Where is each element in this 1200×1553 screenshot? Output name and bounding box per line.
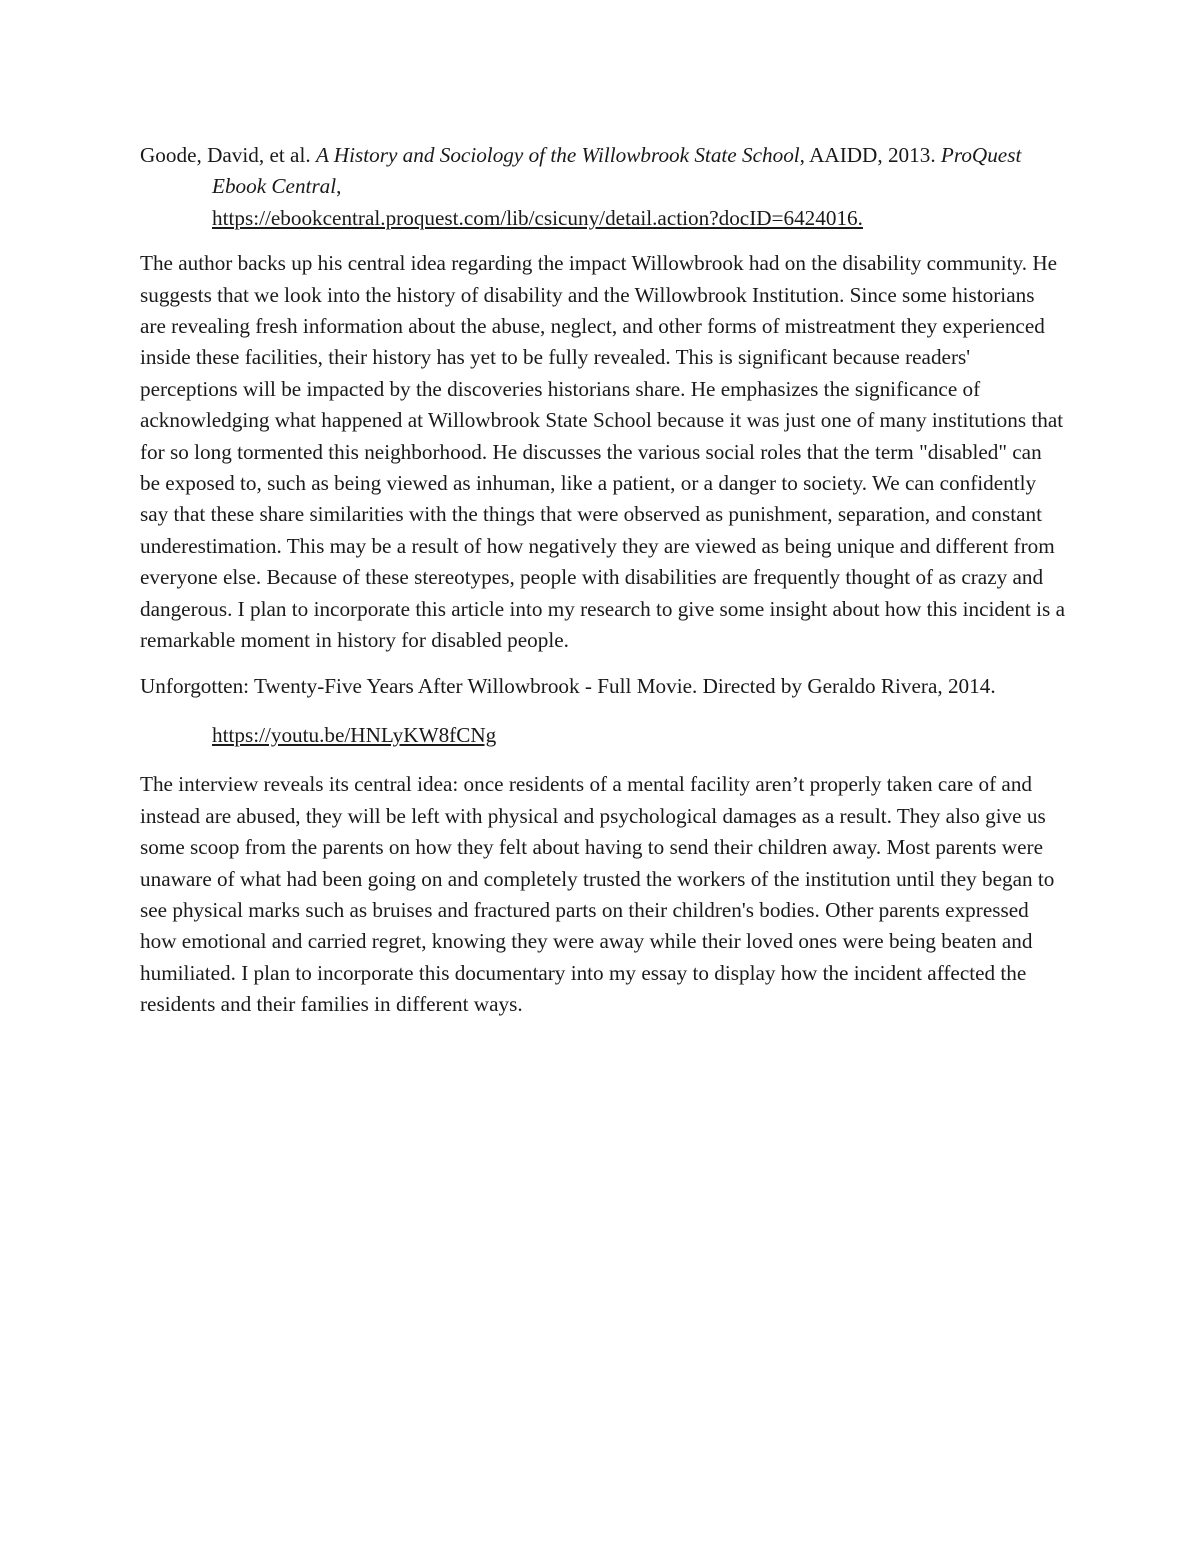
citation-publisher-year: , AAIDD, 2013. <box>799 143 941 167</box>
document-body <box>140 140 1065 1021</box>
citation-book-title: A History and Sociology of the Willowbrook State School <box>315 143 800 167</box>
annotation-book: The author backs up his central idea regarding the impact Willowbrook had on the disability community. He suggests that we look into the history of disability and the Willowbrook Institution. Since some historians are revealing fresh information about the abuse, neglect, and other forms of mistreatment they experienced inside these facilities, their history has yet to be fully revealed. This is significant because readers' perceptions will be impacted by the discoveries historians share. He emphasizes the significance of acknowledging what happened at Willowbrook State School because it was just one of many institutions that for so long tormented this neighborhood. He discusses the various social roles that the term "disabled" can be exposed to, such as being viewed as inhuman, like a patient, or a danger to society. We can confidently say that these share similarities with the things that were observed as punishment, separation, and constant underestimation. This may be a result of how negatively they are viewed as being unique and different from everyone else. Because of these stereotypes, people with disabilities are frequently thought of as crazy and dangerous. I plan to incorporate this article into my research to give some insight about how this incident is a remarkable moment in history for disabled people. <box>140 251 1065 653</box>
citation-authors: Goode, David, et al. <box>140 143 316 167</box>
citation-database-separator: , <box>336 174 342 199</box>
citation-book-url-link[interactable]: https://ebookcentral.proquest.com/lib/csicuny/detail.action?docID=6424016. <box>212 205 863 230</box>
citation-film-url-line <box>212 720 1065 751</box>
citation-database: ProQuest Ebook Central <box>212 143 1022 199</box>
citation-film-url-link[interactable]: https://youtu.be/HNLyKW8fCNg <box>212 722 497 747</box>
citation-entry-book <box>140 140 1065 234</box>
citation-entry-film: Unforgotten: Twenty-Five Years After Willowbrook - Full Movie. Directed by Geraldo Rivera, 2014. <box>140 673 996 698</box>
annotation-film: The interview reveals its central idea: once residents of a mental facility aren’t properly taken care of and instead are abused, they will be left with physical and psychological damages as a result. They also give us some scoop from the parents on how they felt about having to send their children away. Most parents were unaware of what had been going on and completely trusted the workers of the institution until they began to see physical marks such as bruises and fractured parts on their children's bodies. Other parents expressed how emotional and carried regret, knowing they were away while their loved ones were being beaten and humiliated. I plan to incorporate this documentary into my essay to display how the incident affected the residents and their families in different ways. <box>140 772 1055 1017</box>
